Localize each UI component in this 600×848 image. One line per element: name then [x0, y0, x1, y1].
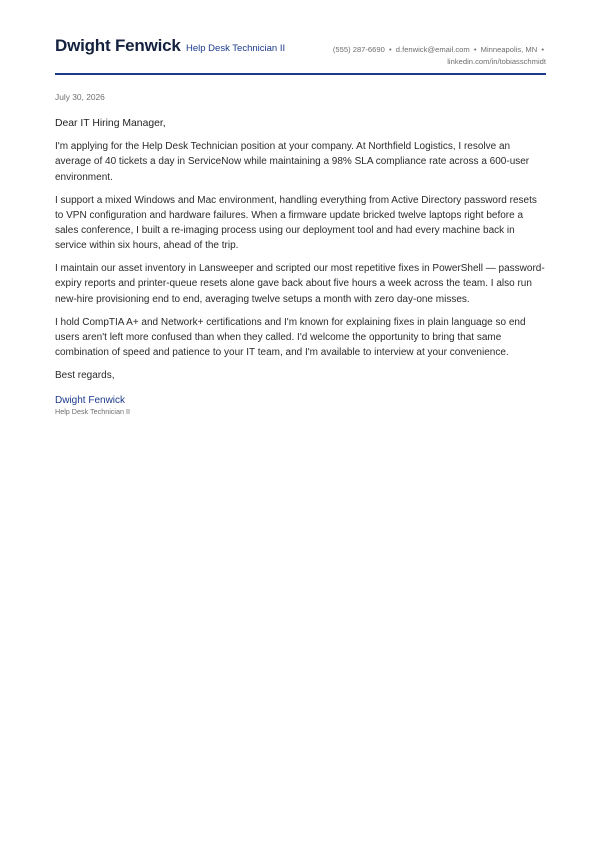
contact-location: Minneapolis, MN: [480, 45, 538, 54]
contact-separator: •: [473, 45, 477, 54]
closing: Best regards,: [55, 370, 115, 382]
applicant-title: Help Desk Technician II: [186, 43, 286, 54]
body-paragraph: I support a mixed Windows and Mac environment, handling everything from Active Directory password resets to VPN configuration and hardware failures. When a firmware update bricked twelve laptops right before a sales conference, I built a re-imaging process using our deployment tool and had every machine back in service within six hours, ahead of the trip.: [55, 194, 537, 252]
body-paragraph: I'm applying for the Help Desk Technician position at your company. At Northfield Logistics, I resolve an average of 40 tickets a day in ServiceNow while maintaining a 98% SLA compliance rate across a 600-user environment.: [55, 141, 530, 183]
contact-separator: •: [541, 45, 544, 54]
contact-separator: •: [388, 45, 392, 54]
letter-header: [55, 36, 546, 74]
header-divider: [55, 73, 546, 75]
letter-body: [55, 116, 546, 417]
applicant-name: Dwight Fenwick: [55, 36, 181, 55]
contact-phone: (555) 287-6690: [332, 45, 385, 54]
contact-info: [306, 44, 546, 68]
signature-name: Dwight Fenwick: [55, 395, 126, 407]
signature-title: Help Desk Technician II: [55, 407, 130, 417]
body-paragraph: I maintain our asset inventory in Lansweeper and scripted our most repetitive fixes in PowerShell — password-expiry reports and printer-queue resets alone gave back about five hours a week across the team. I also run new-hire provisioning end to end, averaging twelve setups a month with zero day-one misses.: [55, 263, 545, 305]
salutation: Dear IT Hiring Manager,: [55, 118, 166, 129]
letter-date: July 30, 2026: [55, 92, 105, 102]
contact-linkedin[interactable]: linkedin.com/in/tobiasschmidt: [447, 57, 546, 66]
cover-letter-page: [55, 0, 546, 848]
body-paragraph: I hold CompTIA A+ and Network+ certifications and I'm known for explaining fixes in plain language so end users aren't left more confused than when they called. I'd welcome the opportunity to bring that same combination of speed and patience to your IT team, and I'm available to interview at your convenience.: [55, 316, 526, 359]
contact-email[interactable]: d.fenwick@email.com: [395, 45, 470, 54]
